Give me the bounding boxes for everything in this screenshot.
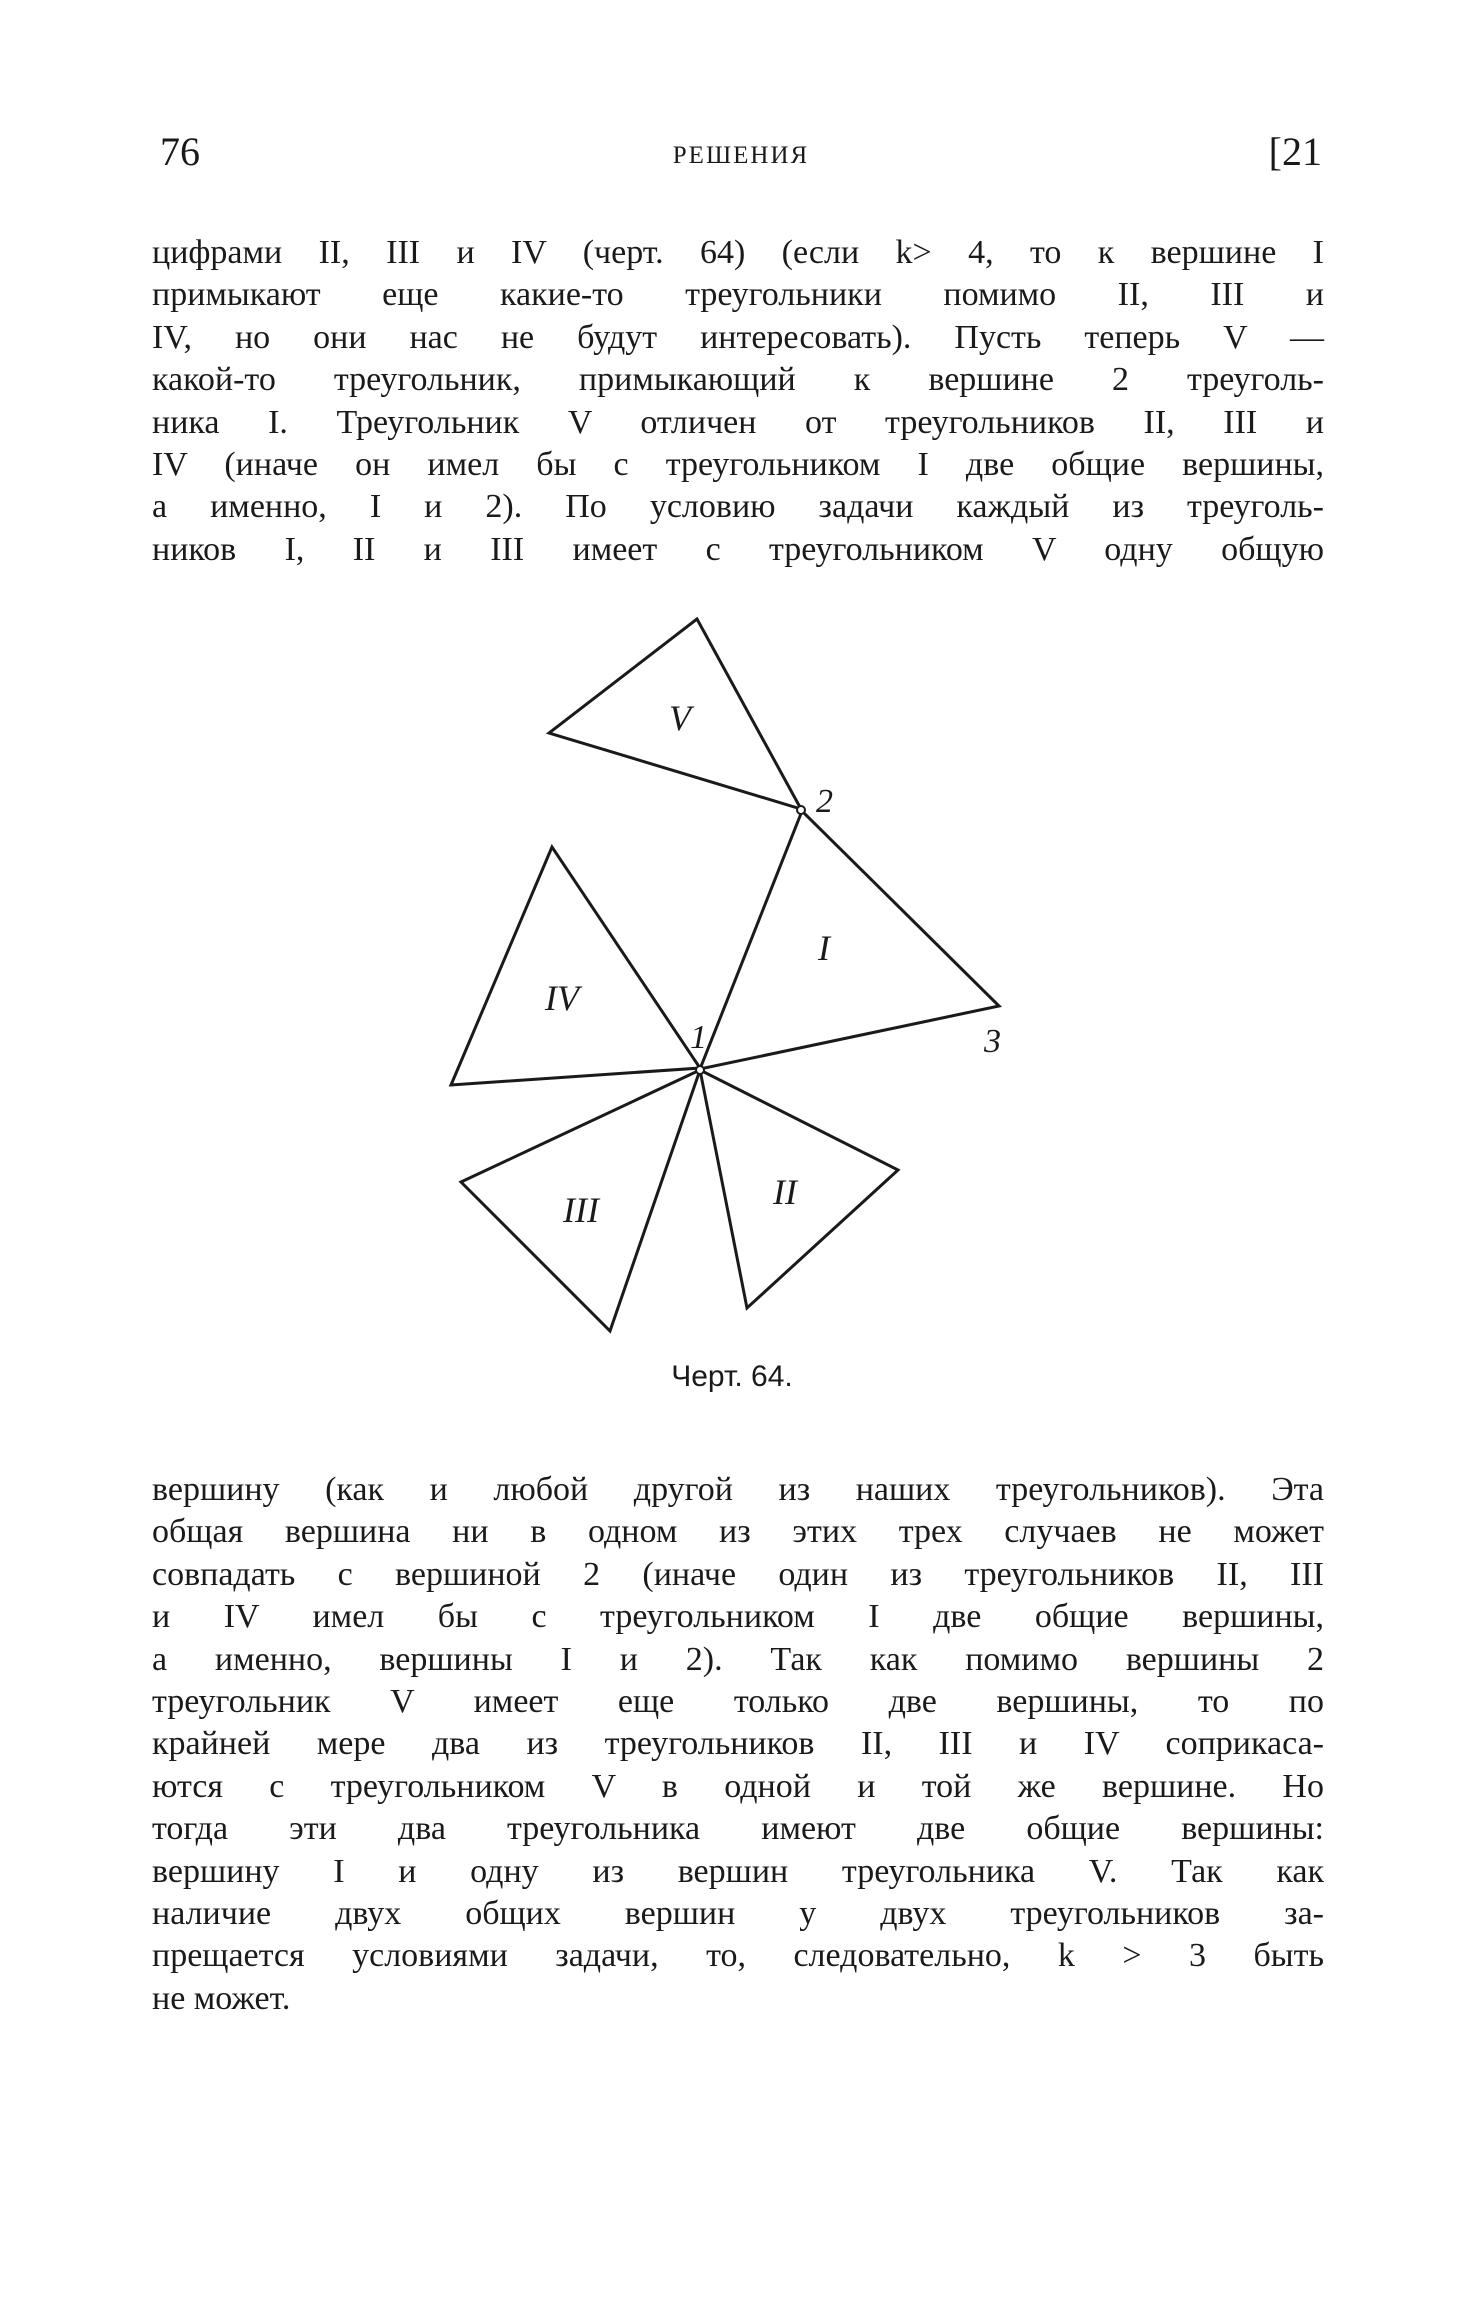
label-triangle-iii: III [563, 1190, 599, 1230]
triangle-iv [451, 847, 700, 1085]
vertex-1-point [696, 1066, 704, 1074]
triangle-i [700, 811, 999, 1069]
label-triangle-iv: IV [545, 978, 579, 1018]
figure-64 [440, 610, 1030, 1340]
page-number: 76 [160, 129, 200, 174]
text-line: какой-то треугольник, примыкающий к вершине 2 треуголь- [152, 361, 1324, 399]
vertex-2-point [797, 806, 805, 814]
text-line: общая вершина ни в одном из этих трех случаев не может [152, 1513, 1324, 1551]
text-line: тогда эти два треугольника имеют две общие вершины: [152, 1810, 1324, 1848]
label-triangle-i: I [818, 928, 830, 968]
text-line: треугольник V имеет еще только две вершины, то по [152, 1683, 1324, 1721]
text-line: наличие двух общих вершин у двух треугольников за- [152, 1895, 1324, 1933]
triangles-diagram [440, 610, 1030, 1340]
text-line: и IV имел бы с треугольником I две общие вершины, [152, 1598, 1324, 1636]
text-line: вершину I и одну из вершин треугольника V. Так как [152, 1852, 1324, 1890]
label-triangle-ii: II [773, 1172, 797, 1212]
text-line: крайней мере два из треугольников II, III и IV соприкаса- [152, 1725, 1324, 1763]
label-triangle-v: V [669, 698, 691, 738]
text-line: IV (иначе он имел бы с треугольником I две общие вершины, [152, 446, 1324, 484]
label-vertex-1: 1 [690, 1019, 707, 1056]
figure-caption: Черт. 64. [671, 1360, 793, 1393]
text-line: ников I, II и III имеет с треугольником V одну общую [152, 530, 1324, 568]
text-line: вершину (как и любой другой из наших треугольников). Эта [152, 1471, 1324, 1508]
text-line: примыкают еще какие-то треугольники помимо II, III и [152, 276, 1324, 314]
running-title: РЕШЕНИЯ [672, 142, 810, 169]
text-line: не может. [152, 1979, 291, 2017]
label-vertex-3: 3 [984, 1023, 1001, 1060]
text-line: совпадать с вершиной 2 (иначе один из треугольников II, III [152, 1555, 1324, 1593]
text-line: а именно, вершины I и 2). Так как помимо вершины 2 [152, 1640, 1324, 1678]
paragraph-bottom [152, 1469, 1324, 2020]
text-line: ника I. Треугольник V отличен от треугольников II, III и [152, 403, 1324, 441]
text-line: прещается условиями задачи, то, следовательно, k > 3 быть [152, 1937, 1324, 1975]
section-number: [21 [1268, 129, 1322, 174]
paragraph-top [152, 232, 1324, 571]
label-vertex-2: 2 [816, 783, 833, 820]
text-line: цифрами II, III и IV (черт. 64) (если k> 4, то к вершине I [152, 234, 1324, 271]
text-line: а именно, I и 2). По условию задачи каждый из треуголь- [152, 488, 1324, 526]
page-header [160, 128, 1322, 188]
triangle-ii [700, 1070, 898, 1308]
text-line: IV, но они нас не будут интересовать). Пусть теперь V — [152, 318, 1324, 356]
text-line: ются с треугольником V в одной и той же вершине. Но [152, 1767, 1324, 1805]
